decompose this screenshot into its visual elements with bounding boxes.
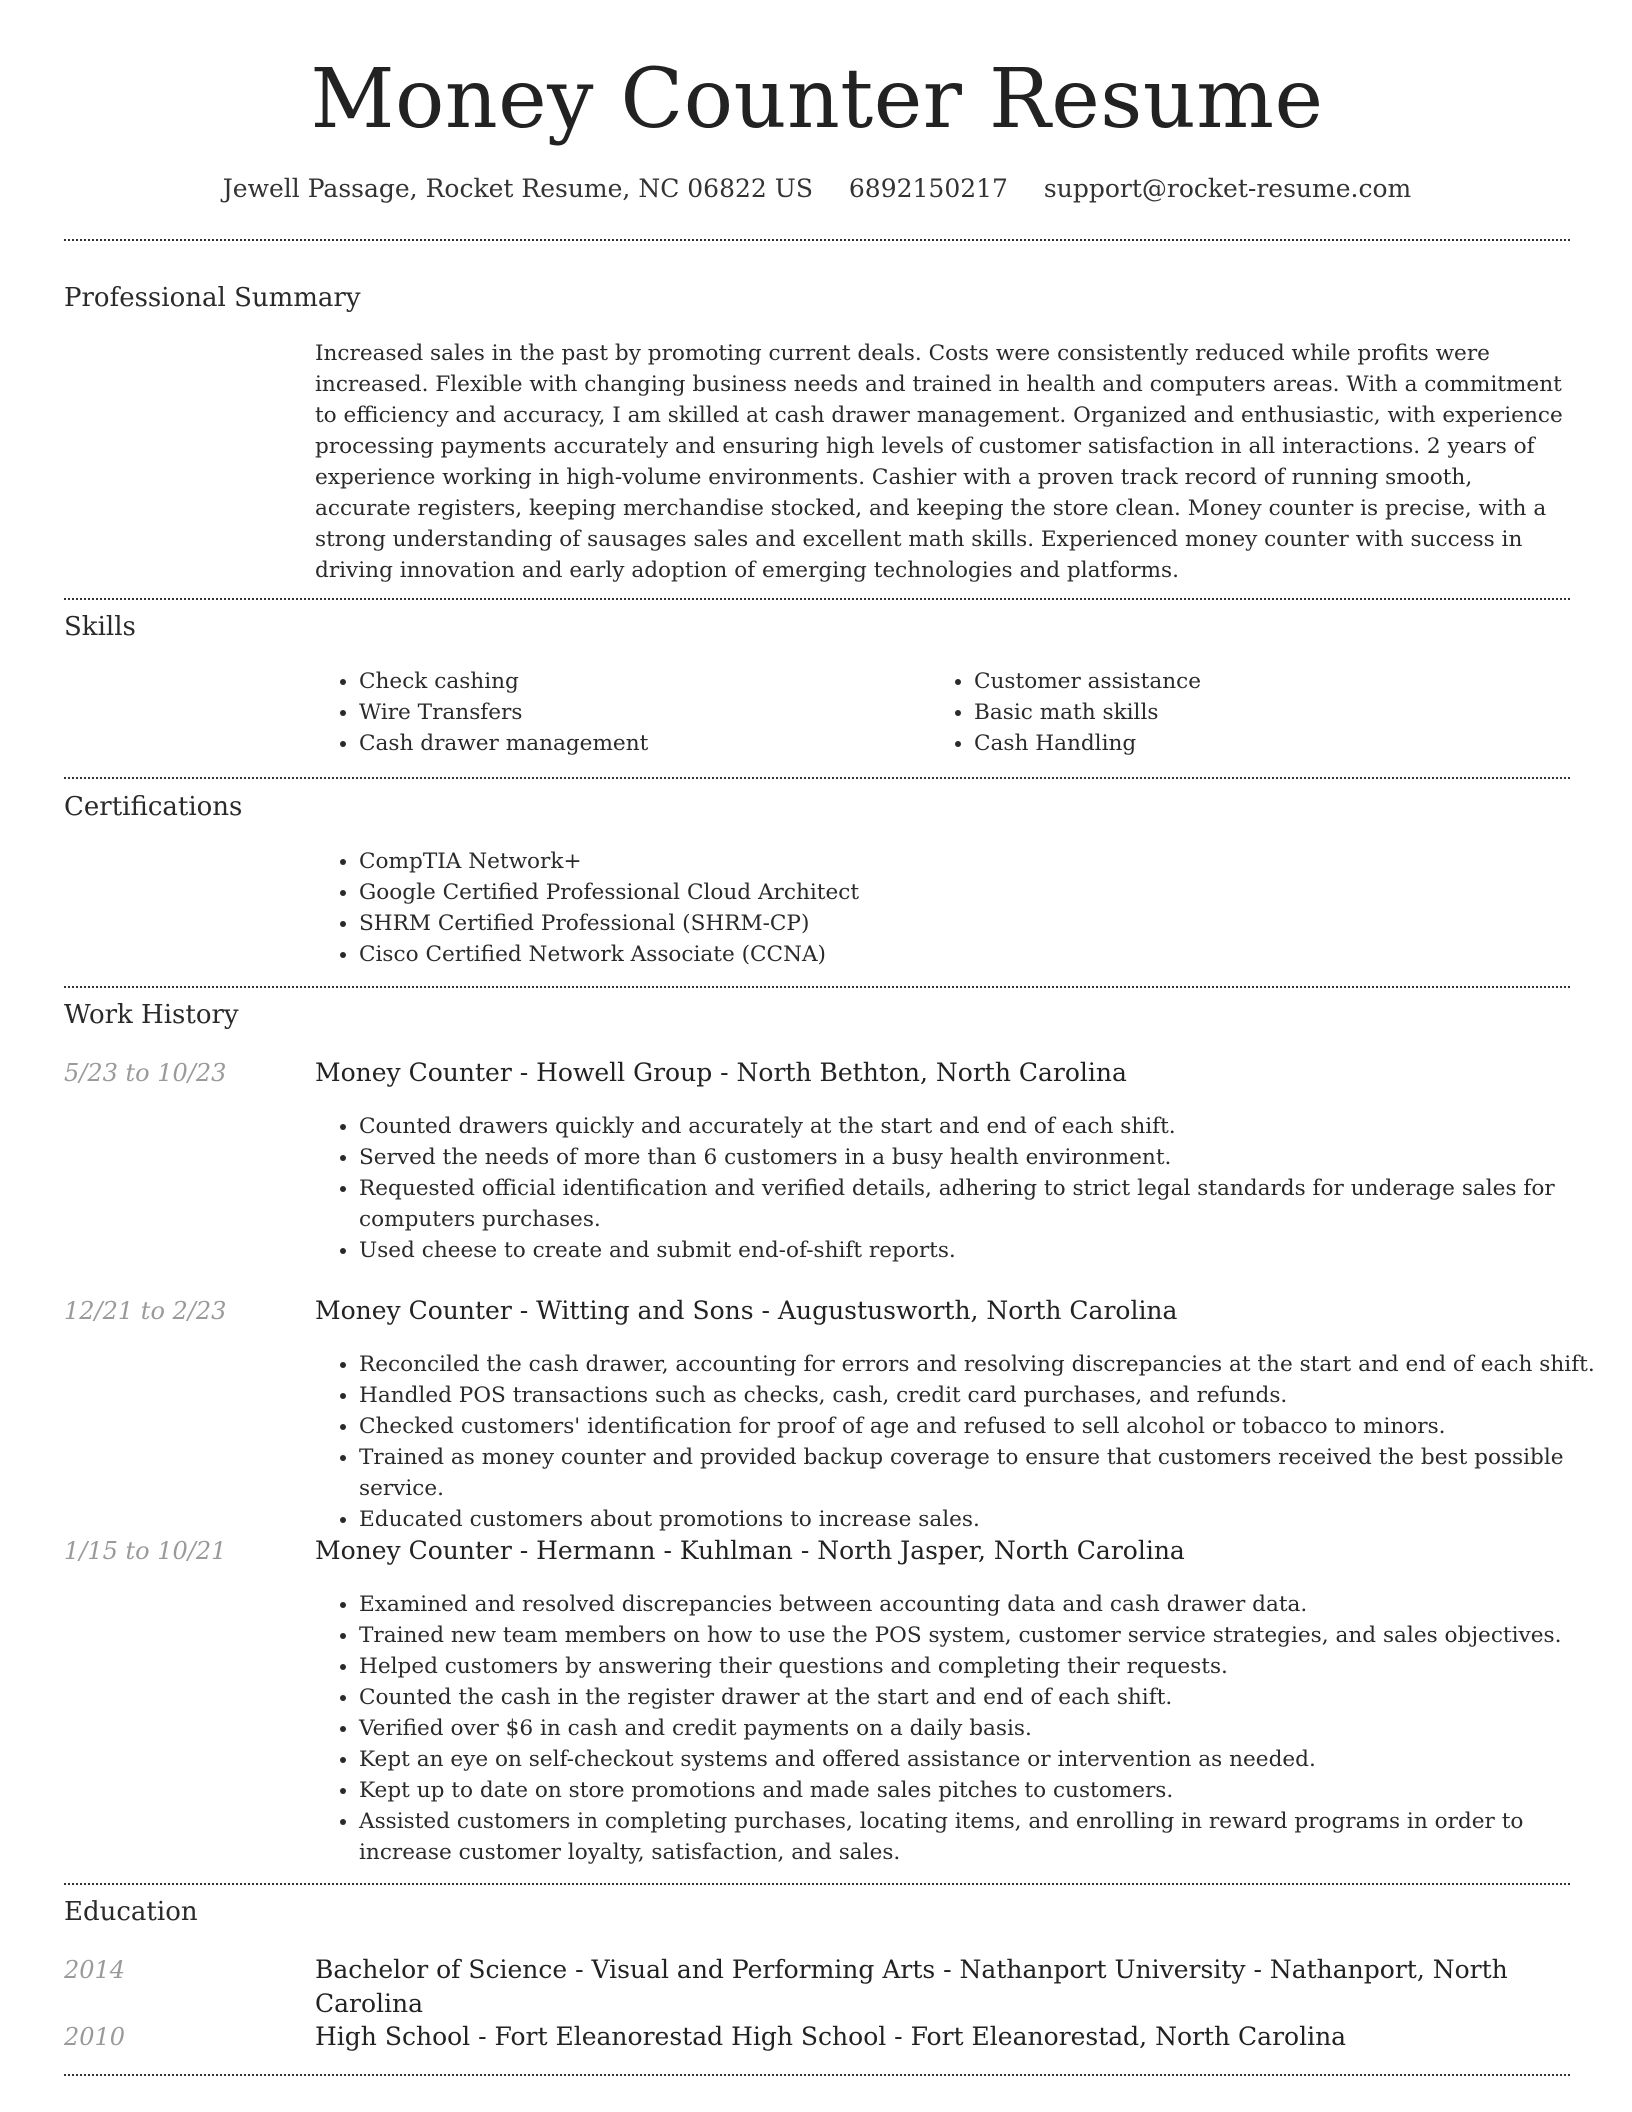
divider bbox=[64, 598, 1570, 600]
skills-list-right bbox=[930, 666, 1574, 759]
job-duty-item: • Counted drawers quickly and accurately at the start and end of each shift. bbox=[359, 1111, 1614, 1142]
skill-item: • Wire Transfers bbox=[359, 697, 919, 728]
resume-title: Money Counter Resume bbox=[310, 52, 1324, 147]
certification-item: • SHRM Certified Professional (SHRM-CP) bbox=[359, 908, 1614, 939]
job-duty-item: • Verified over $6 in cash and credit payments on a daily basis. bbox=[359, 1713, 1614, 1744]
job-duty-item: • Reconciled the cash drawer, accounting for errors and resolving discrepancies at the start and end of each shift. bbox=[359, 1349, 1614, 1380]
job-duty-item: • Checked customers' identification for proof of age and refused to sell alcohol or tobacco to minors. bbox=[359, 1411, 1614, 1442]
contact-line bbox=[64, 172, 1570, 206]
job-dates: 1/15 to 10/21 bbox=[64, 1537, 227, 1565]
skills-list-left bbox=[315, 666, 919, 759]
job-duty-item: • Counted the cash in the register drawer at the start and end of each shift. bbox=[359, 1682, 1614, 1713]
job-duty-item: • Trained as money counter and provided backup coverage to ensure that customers received the best possible service. bbox=[359, 1442, 1614, 1504]
divider bbox=[64, 1883, 1570, 1885]
job-title: Money Counter - Hermann - Kuhlman - North Jasper, North Carolina bbox=[315, 1536, 1185, 1565]
job-duty-item: • Educated customers about promotions to increase sales. bbox=[359, 1504, 1614, 1535]
summary-text: Increased sales in the past by promoting current deals. Costs were consistently reduced while profits were increased. Flexible with changing business needs and trained in health and computers areas. With a commitment to efficiency and accuracy, I am skilled at cash drawer management. Organized and enthusiastic, with experience processing payments accurately and ensuring high levels of customer satisfaction in all interactions. 2 years of experience working in high-volume environments. Cashier with a proven track record of running smooth, accurate registers, keeping merchandise stocked, and keeping the store clean. Money counter is precise, with a strong understanding of sausages sales and excellent math skills. Experienced money counter with success in driving innovation and early adoption of emerging technologies and platforms. bbox=[315, 341, 1563, 583]
skill-item: • Check cashing bbox=[359, 666, 919, 697]
job-duty-item: • Kept an eye on self-checkout systems and offered assistance or intervention as needed. bbox=[359, 1744, 1614, 1775]
certification-item: • CompTIA Network+ bbox=[359, 846, 1614, 877]
section-heading-certifications: Certifications bbox=[64, 792, 243, 822]
education-degree: High School - Fort Eleanorestad High School - Fort Eleanorestad, North Carolina bbox=[315, 2022, 1347, 2051]
job-dates: 12/21 to 2/23 bbox=[64, 1297, 227, 1325]
section-heading-work-history: Work History bbox=[64, 1000, 239, 1030]
divider bbox=[64, 986, 1570, 988]
job-duty-item: • Trained new team members on how to use the POS system, customer service strategies, and sales objectives. bbox=[359, 1620, 1614, 1651]
contact-phone: 6892150217 bbox=[848, 174, 1008, 203]
contact-email: support@rocket-resume.com bbox=[1043, 174, 1412, 203]
job-duty-item: • Helped customers by answering their questions and completing their requests. bbox=[359, 1651, 1614, 1682]
divider bbox=[64, 239, 1570, 241]
certifications-list bbox=[315, 846, 1614, 970]
job-title: Money Counter - Witting and Sons - Augustusworth, North Carolina bbox=[315, 1296, 1178, 1325]
job-duties-list bbox=[315, 1349, 1614, 1535]
divider bbox=[64, 777, 1570, 779]
contact-address: Jewell Passage, Rocket Resume, NC 06822 US bbox=[222, 174, 813, 203]
skill-item: • Basic math skills bbox=[974, 697, 1574, 728]
certification-item: • Cisco Certified Network Associate (CCNA) bbox=[359, 939, 1614, 970]
divider bbox=[64, 2074, 1570, 2076]
job-duties-list bbox=[315, 1589, 1614, 1868]
job-duty-item: • Examined and resolved discrepancies between accounting data and cash drawer data. bbox=[359, 1589, 1614, 1620]
section-heading-education: Education bbox=[64, 1897, 198, 1927]
job-duty-item: • Assisted customers in completing purchases, locating items, and enrolling in reward programs in order to increase customer loyalty, satisfaction, and sales. bbox=[359, 1806, 1614, 1868]
job-title: Money Counter - Howell Group - North Bethton, North Carolina bbox=[315, 1058, 1127, 1087]
education-year: 2014 bbox=[64, 1956, 126, 1984]
job-duties-list bbox=[315, 1111, 1614, 1266]
job-duty-item: • Used cheese to create and submit end-of-shift reports. bbox=[359, 1235, 1614, 1266]
job-duty-item: • Kept up to date on store promotions and made sales pitches to customers. bbox=[359, 1775, 1614, 1806]
job-duty-item: • Served the needs of more than 6 customers in a busy health environment. bbox=[359, 1142, 1614, 1173]
skill-item: • Cash Handling bbox=[974, 728, 1574, 759]
section-heading-summary: Professional Summary bbox=[64, 283, 361, 313]
skill-item: • Customer assistance bbox=[974, 666, 1574, 697]
job-dates: 5/23 to 10/23 bbox=[64, 1059, 227, 1087]
skill-item: • Cash drawer management bbox=[359, 728, 919, 759]
certification-item: • Google Certified Professional Cloud Architect bbox=[359, 877, 1614, 908]
education-degree: Bachelor of Science - Visual and Performing Arts - Nathanport University - Nathanport, North Carolina bbox=[315, 1955, 1508, 2018]
education-year: 2010 bbox=[64, 2023, 126, 2051]
job-duty-item: • Requested official identification and verified details, adhering to strict legal standards for underage sales for computers purchases. bbox=[359, 1173, 1614, 1235]
job-duty-item: • Handled POS transactions such as checks, cash, credit card purchases, and refunds. bbox=[359, 1380, 1614, 1411]
section-heading-skills: Skills bbox=[64, 612, 136, 642]
